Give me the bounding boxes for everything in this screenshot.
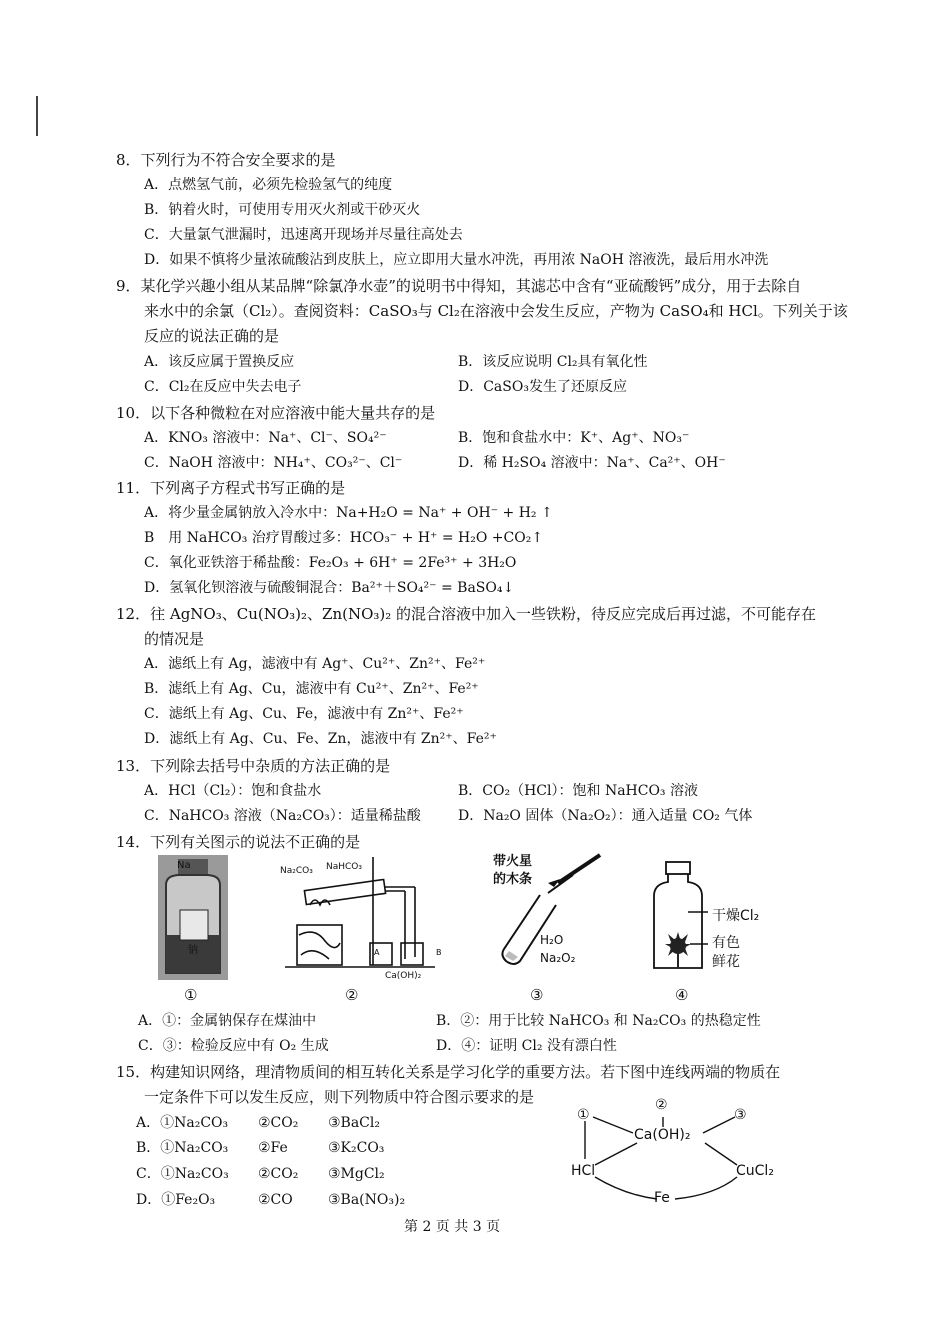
fig2-label-nahco3: NaHCO₃ — [326, 862, 362, 872]
q15-option-a-2: ②CO₂ — [258, 1115, 299, 1131]
q14-option-c: C．③：检验反应中有 O₂ 生成 — [138, 1038, 329, 1054]
network-node-1: ① — [577, 1107, 590, 1123]
q11-option-c: C．氧化亚铁溶于稀盐酸：Fe₂O₃ + 6H⁺ = 2Fe³⁺ + 3H₂O — [144, 555, 517, 571]
q15-stem-line2: 一定条件下可以发生反应，则下列物质中符合图示要求的是 — [144, 1088, 535, 1106]
q14-stem: 14．下列有关图示的说法不正确的是 — [116, 833, 361, 851]
q13-option-a: A．HCl（Cl₂）：饱和食盐水 — [144, 783, 322, 799]
fig4-label-dry-cl2: 干燥Cl₂ — [712, 908, 760, 924]
q15-option-d-3: ③Ba(NO₃)₂ — [328, 1192, 406, 1208]
figure-number-1: ① — [184, 986, 198, 1004]
q8-stem: 8．下列行为不符合安全要求的是 — [116, 151, 336, 169]
q12-option-c: C．滤纸上有 Ag、Cu、Fe，滤液中有 Zn²⁺、Fe²⁺ — [144, 706, 464, 722]
fig2-label-b: B — [436, 948, 442, 957]
figure-number-4: ④ — [675, 986, 689, 1004]
fig2-label-caoh2: Ca(OH)₂ — [385, 971, 422, 981]
q11-option-d: D．氢氧化钡溶液与硫酸铜混合：Ba²⁺＋SO₄²⁻ = BaSO₄↓ — [144, 580, 515, 596]
figure-number-3: ③ — [530, 986, 544, 1004]
q15-network-diagram — [565, 1095, 795, 1215]
q15-option-a-3: ③BaCl₂ — [328, 1115, 380, 1131]
fig1-label-sodium: 钠 — [188, 945, 198, 956]
q15-option-a-1: A．①Na₂CO₃ — [136, 1115, 229, 1131]
network-bottom-fe: Fe — [654, 1190, 670, 1206]
q12-option-d: D．滤纸上有 Ag、Cu、Fe、Zn，滤液中有 Zn²⁺、Fe²⁺ — [144, 731, 497, 747]
q8-option-a: A．点燃氢气前，必须先检验氢气的纯度 — [144, 177, 393, 193]
network-node-2: ② — [655, 1097, 668, 1113]
q9-option-c: C．Cl₂在反应中失去电子 — [144, 379, 302, 395]
q9-option-b: B．该反应说明 Cl₂具有氧化性 — [458, 354, 648, 370]
q13-option-d: D．Na₂O 固体（Na₂O₂）：通入适量 CO₂ 气体 — [458, 808, 753, 824]
q15-option-c-3: ③MgCl₂ — [328, 1166, 385, 1182]
q15-option-b-3: ③K₂CO₃ — [328, 1140, 385, 1156]
q10-stem: 10．以下各种微粒在对应溶液中能大量共存的是 — [116, 404, 436, 422]
fig3-label-h2o: H₂O — [540, 933, 564, 947]
q15-option-b-1: B．①Na₂CO₃ — [136, 1140, 229, 1156]
figure-1-sodium-bottle — [158, 855, 228, 980]
q9-option-d: D．CaSO₃发生了还原反应 — [458, 379, 627, 395]
figure-4-gas-bottle — [648, 860, 708, 972]
q15-stem-line1: 15．构建知识网络，理清物质间的相互转化关系是学习化学的重要方法。若下图中连线两端的物质在 — [116, 1063, 781, 1081]
q13-option-c: C．NaHCO₃ 溶液（Na₂CO₃）：适量稀盐酸 — [144, 808, 421, 824]
q15-option-b-2: ②Fe — [258, 1140, 288, 1156]
q9-stem-line2: 来水中的余氯（Cl₂）。查阅资料：CaSO₃与 Cl₂在溶液中会发生反应，产物为 CaSO₄和 HCl。下列关于该 — [144, 302, 848, 320]
q14-option-d: D．④：证明 Cl₂ 没有漂白性 — [436, 1038, 617, 1054]
q15-option-c-2: ②CO₂ — [258, 1166, 299, 1182]
network-right-cucl2: CuCl₂ — [736, 1163, 774, 1179]
q12-option-b: B．滤纸上有 Ag、Cu，滤液中有 Cu²⁺、Zn²⁺、Fe²⁺ — [144, 681, 479, 697]
q10-option-b: B．饱和食盐水中：K⁺、Ag⁺、NO₃⁻ — [458, 430, 690, 446]
figure-number-2: ② — [345, 986, 359, 1004]
q11-option-b: B 用 NaHCO₃ 治疗胃酸过多：HCO₃⁻ + H⁺ = H₂O +CO₂↑ — [144, 530, 544, 546]
q9-option-a: A．该反应属于置换反应 — [144, 354, 295, 370]
fig1-label-na: Na — [177, 860, 191, 871]
fig2-label-na2co3: Na₂CO₃ — [280, 866, 313, 876]
q10-option-c: C．NaOH 溶液中：NH₄⁺、CO₃²⁻、Cl⁻ — [144, 455, 403, 471]
fig4-label-colored: 有色 — [712, 935, 740, 951]
fig3-label-na2o2: Na₂O₂ — [540, 951, 576, 965]
q14-option-a: A．①：金属钠保存在煤油中 — [138, 1013, 317, 1029]
fig3-label-glowing: 带火星 — [493, 854, 533, 869]
q15-option-c-1: C．①Na₂CO₃ — [136, 1166, 229, 1182]
q9-stem-line1: 9．某化学兴趣小组从某品牌“除氯净水壶”的说明书中得知，其滤芯中含有“亚硫酸钙”成分，用于去除自 — [116, 277, 802, 295]
page-footer: 第 2 页 共 3 页 — [404, 1219, 501, 1235]
q13-stem: 13．下列除去括号中杂质的方法正确的是 — [116, 757, 391, 775]
q15-option-d-2: ②CO — [258, 1192, 293, 1208]
network-node-3: ③ — [734, 1107, 747, 1123]
fig2-label-a: A — [374, 948, 380, 957]
q11-stem: 11．下列离子方程式书写正确的是 — [116, 479, 346, 497]
fig4-label-flower: 鲜花 — [712, 954, 740, 970]
q8-option-b: B．钠着火时，可使用专用灭火剂或干砂灭火 — [144, 202, 421, 218]
q13-option-b: B．CO₂（HCl）：饱和 NaHCO₃ 溶液 — [458, 783, 698, 799]
q15-option-d-1: D．①Fe₂O₃ — [136, 1192, 216, 1208]
q12-option-a: A．滤纸上有 Ag，滤液中有 Ag⁺、Cu²⁺、Zn²⁺、Fe²⁺ — [144, 656, 486, 672]
network-center-caoh2: Ca(OH)₂ — [634, 1127, 691, 1143]
q9-stem-line3: 反应的说法正确的是 — [144, 327, 280, 345]
q11-option-a: A．将少量金属钠放入冷水中：Na+H₂O = Na⁺ + OH⁻ + H₂ ↑ — [144, 505, 553, 521]
q8-option-c: C．大量氯气泄漏时，迅速离开现场并尽量往高处去 — [144, 227, 463, 243]
q12-stem-line2: 的情况是 — [144, 630, 205, 648]
q12-stem-line1: 12．往 AgNO₃、Cu(NO₃)₂、Zn(NO₃)₂ 的混合溶液中加入一些铁粉，待反应完成后再过滤，不可能存在 — [116, 605, 817, 623]
q8-option-d: D．如果不慎将少量浓硫酸沾到皮肤上，应立即用大量水冲洗，再用浓 NaOH 溶液洗，最后用水冲洗 — [144, 252, 769, 268]
fig3-label-splint: 的木条 — [493, 872, 533, 887]
q10-option-d: D．稀 H₂SO₄ 溶液中：Na⁺、Ca²⁺、OH⁻ — [458, 455, 726, 471]
scan-edge-mark — [36, 96, 38, 136]
q10-option-a: A．KNO₃ 溶液中：Na⁺、Cl⁻、SO₄²⁻ — [144, 430, 387, 446]
q14-option-b: B．②：用于比较 NaHCO₃ 和 Na₂CO₃ 的热稳定性 — [436, 1013, 761, 1029]
network-left-hcl: HCl — [571, 1163, 596, 1179]
